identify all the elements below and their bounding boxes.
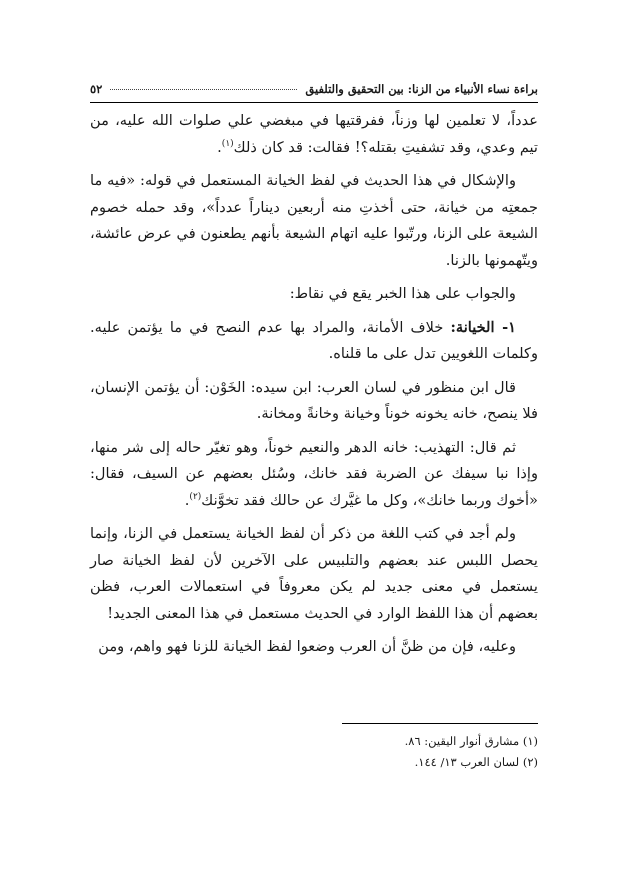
footnote-ref: (٢) bbox=[189, 491, 202, 502]
paragraph: عدداً، لا تعلمين لها وزناً، ففرقتيها في مبغضي علي صلوات الله عليه، من تيم وعدي، وقد تشفيتِ بقتله؟! فقالت: قد كان ذلك$^{(١)}$. bbox=[90, 112, 538, 156]
paragraph: ثم قال: التهذيب: خانه الدهر والنعيم خوناً، وهو تغيّر حاله إلى شر منها، وإذا نبا سيفك عن الضربة فقد خانك، وسُئل بعضهم عن السيف، فقال: «أخوك وربما خانك»، وكل ما غيَّرك عن حالك فقد تخوَّنك$^{(٢)}$. bbox=[90, 438, 538, 509]
running-title: براءة نساء الأنبياء من الزنا: بين التحقيق والتلفيق bbox=[305, 82, 538, 96]
paragraph: والجواب على هذا الخبر يقع في نقاط: bbox=[289, 285, 516, 302]
main-text bbox=[90, 108, 538, 668]
paragraph: ولم أجد في كتب اللغة من ذكر أن لفظ الخيانة يستعمل في الزنا، وإنما يحصل اللبس عند بعضهم والتلبيس على الآخرين لأن لفظ الخيانة صار يستعمل في معنى جديد لم يكن معروفاً في استعمالات العرب، فظن بعضهم أن هذا اللفظ الوارد في الحديث مستعمل في هذا المعنى الجديد! bbox=[90, 525, 538, 622]
footnote: (٢) لسان العرب ١٣/ ١٤٤. bbox=[414, 755, 538, 769]
paragraph: ١- الخيانة: خلاف الأمانة، والمراد بها عدم النصح في ما يؤتمن عليه. وكلمات اللغويين تدل على ما قلناه. bbox=[90, 318, 538, 362]
footnote-ref: (١) bbox=[221, 138, 234, 149]
footnotes bbox=[90, 731, 538, 773]
paragraph: والإشكال في هذا الحديث في لفظ الخيانة المستعمل في قوله: «فيه ما جمعتِه من خيانة، حتى أخذتِ منه أربعين ديناراً عدداً»، وقد حمله خصوم الشيعة على الزنا، ورتّبوا عليه اتهام الشيعة بأنهم يطعنون في عرض عائشة، ويتّهمونها بالزنا. bbox=[90, 172, 538, 269]
footnote: (١) مشارق أنوار اليقين: ٨٦. bbox=[404, 734, 538, 748]
paragraph: وعليه، فإن من ظنَّ أن العرب وضعوا لفظ الخيانة للزنا فهو واهم، ومن bbox=[98, 638, 516, 655]
running-header bbox=[90, 82, 538, 103]
header-dot-leader bbox=[110, 88, 297, 90]
footnote-separator bbox=[342, 723, 538, 724]
point-label: ١- الخيانة: bbox=[450, 318, 517, 336]
page-number: ٥٢ bbox=[90, 82, 103, 96]
paragraph: قال ابن منظور في لسان العرب: ابن سيده: الخَوْن: أن يؤتمن الإنسان، فلا ينصح، خانه يخونه خوناً وخيانة وخانةً ومخانة. bbox=[90, 378, 538, 422]
